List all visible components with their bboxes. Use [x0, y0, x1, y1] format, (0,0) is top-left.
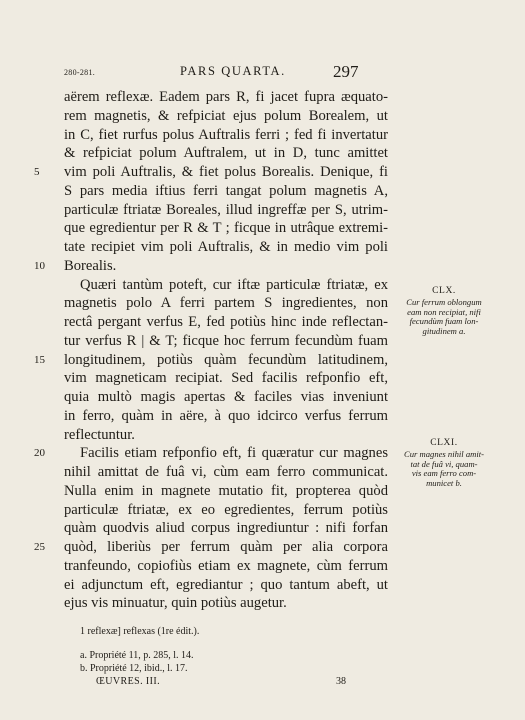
- line-number: 5: [34, 166, 40, 178]
- text-line: reflectuntur.: [64, 427, 135, 443]
- text-line: longitudinem, potiùs quàm fecundùm latitudinem,: [64, 352, 388, 368]
- text-line: que egredientur per R & T ; ficque in utrâque extremi-: [64, 220, 388, 236]
- footnote-b: b. Propriété 12, ibid., l. 17.: [80, 663, 188, 674]
- margin-note-line: municet b.: [426, 477, 462, 488]
- text-line: S pars media iftius ferri tangat polum magnetis A,: [64, 183, 388, 199]
- margin-note-line: Cur magnes nihil amit-: [404, 449, 484, 459]
- text-line: magnetis polo A ferri partem S ingredientes, non: [64, 295, 388, 311]
- margin-note-text: [394, 450, 494, 488]
- header-page-range: 280-281.: [64, 68, 96, 77]
- margin-note-number: CLXI.: [430, 438, 458, 448]
- text-line: Quæri tantùm poteft, cur iftæ particulæ ftriatæ, ex: [80, 277, 388, 293]
- footnote-a: a. Propriété 11, p. 285, l. 14.: [80, 650, 194, 661]
- text-line: in C, fiet rurfus polus Auftralis ferri ; fed fi invertatur: [64, 127, 388, 143]
- margin-note-line: tat de fuâ vi, quam-: [410, 458, 478, 469]
- line-number: 15: [34, 354, 45, 366]
- margin-note-line: fecundùm fuam lon-: [409, 316, 479, 327]
- margin-note-number: CLX.: [432, 286, 456, 296]
- text-line: particulæ ftriatæ, ex eo egredientes, ferrum potiùs: [64, 502, 388, 518]
- text-line: Nulla enim in magnete mutatio fit, propterea quòd: [64, 483, 388, 499]
- text-line: ejus vis minuatur, quin potiùs augetur.: [64, 595, 287, 611]
- running-header: [0, 62, 525, 82]
- margin-note-line: eam non recipiat, nifi: [407, 306, 481, 317]
- margin-note: [394, 285, 494, 336]
- line-number: 10: [34, 260, 45, 272]
- text-line: rem magnetis, & refpiciat ejus polum Borealem, ut: [64, 108, 388, 124]
- text-line: nihil amittat de fuâ vi, cùm eam ferro communicat.: [64, 464, 388, 480]
- text-line: Facilis etiam refponfio eft, fi quæratur cur magnes: [80, 445, 388, 461]
- text-line: particulæ ftriatæ Boreales, illud ingreffæ per S, utrim-: [64, 202, 388, 218]
- line-number: 25: [34, 541, 45, 553]
- text-line: ei adjunctum eft, egrediantur ; quo tantum abeft, ut: [64, 577, 388, 593]
- text-line: rectâ pergant verfus E, fed potiùs hinc inde reflectan-: [64, 314, 388, 330]
- text-line: vim magneticam recipiat. Sed facilis refponfio eft,: [64, 370, 388, 386]
- header-page-number: 297: [333, 62, 359, 81]
- text-line: tranfeundo, copiofiùs etiam ex magnete, cùm ferrum: [64, 558, 388, 574]
- margin-note-line: Cur ferrum oblongum: [406, 297, 482, 307]
- text-line: & refpiciat polum Auftralem, ut in D, tunc amittet: [64, 145, 388, 161]
- text-line: Borealis.: [64, 258, 117, 274]
- text-line: quàm quodvis aliud corpus ingrediuntur : nifi forfan: [64, 520, 388, 536]
- signature-number: 38: [336, 676, 346, 687]
- text-line: in ferro, quàm in aëre, à quo idcirco verfus ferrum: [64, 408, 388, 424]
- text-line: tur verfus R | & T; ficque hoc ferrum fecundùm fuam: [64, 333, 388, 349]
- margin-note-text: [394, 298, 494, 336]
- text-line: quòd, liberiùs per ferrum quàm per alia corpora: [64, 539, 388, 555]
- margin-note: [394, 437, 494, 488]
- text-line: quia multò magis apertas & faciles vias inveniunt: [64, 389, 388, 405]
- text-line: tate recipiet vim poli Auftralis, & in medio vim poli: [64, 239, 388, 255]
- signature-mark: ŒUVRES. III.: [96, 676, 160, 687]
- line-number: 20: [34, 447, 45, 459]
- margin-note-line: gitudinem a.: [422, 325, 466, 336]
- text-line: aërem reflexæ. Eadem pars R, fi jacet fupra æquato-: [64, 89, 388, 105]
- margin-note-line: vis eam ferro com-: [411, 468, 477, 479]
- text-line: vim poli Auftralis, & fiet polus Borealis. Denique, fi: [64, 164, 388, 180]
- footnote-variant: 1 reflexæ] reflexas (1re édit.).: [80, 626, 200, 637]
- header-running-title: PARS QUARTA.: [180, 64, 286, 78]
